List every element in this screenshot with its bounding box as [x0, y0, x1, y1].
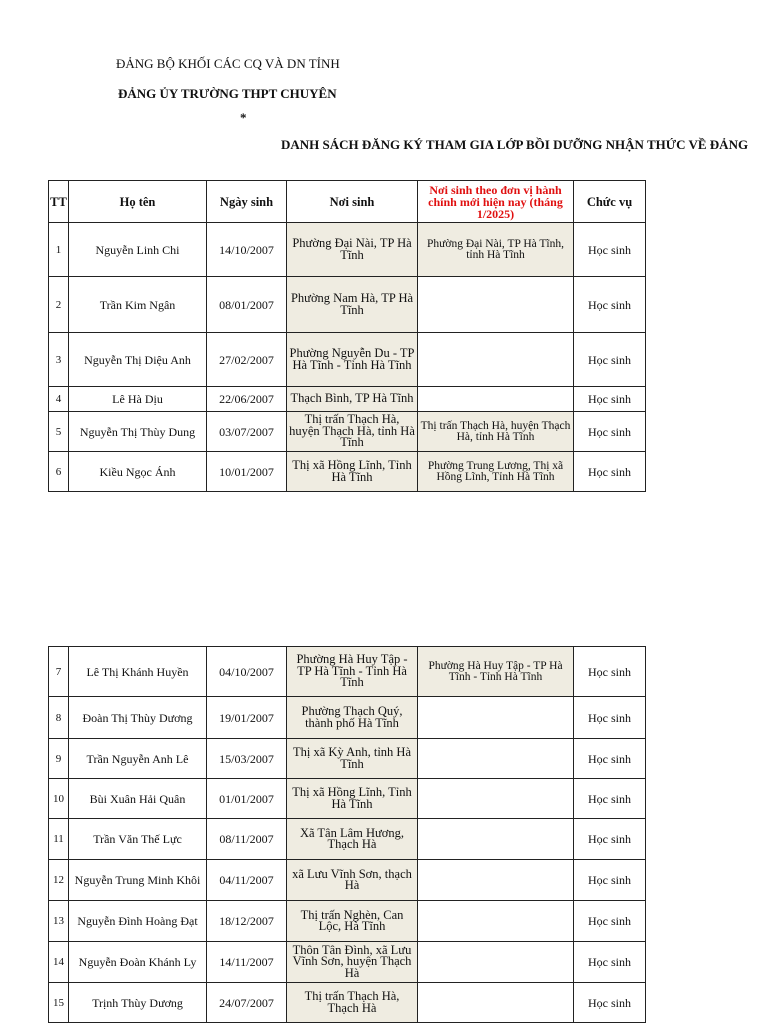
cell-new-birthplace: Phường Hà Huy Tập - TP Hà Tĩnh - Tỉnh Hà Tĩnh [418, 647, 574, 697]
cell-role: Học sinh [574, 819, 646, 860]
cell-role: Học sinh [574, 983, 646, 1023]
cell-name: Nguyễn Thị Thùy Dung [69, 412, 207, 452]
cell-dob: 04/11/2007 [207, 860, 287, 901]
table-row [49, 942, 646, 983]
title-container [281, 137, 749, 153]
table-row [49, 901, 646, 942]
cell-dob: 03/07/2007 [207, 412, 287, 452]
cell-tt: 11 [49, 819, 69, 860]
cell-role: Học sinh [574, 452, 646, 492]
table-row [49, 983, 646, 1023]
cell-name: Nguyễn Đình Hoàng Đạt [69, 901, 207, 942]
cell-tt: 13 [49, 901, 69, 942]
cell-tt: 9 [49, 739, 69, 779]
cell-tt: 5 [49, 412, 69, 452]
table-row [49, 860, 646, 901]
cell-new-birthplace: Thị trấn Thạch Hà, huyện Thạch Hà, tỉnh Hà Tĩnh [418, 412, 574, 452]
cell-new-birthplace [418, 819, 574, 860]
cell-birthplace: Phường Nguyễn Du - TP Hà Tĩnh - Tỉnh Hà Tĩnh [287, 333, 418, 387]
table-row [49, 739, 646, 779]
table-row [49, 697, 646, 739]
cell-birthplace: Thị xã Hồng Lĩnh, Tỉnh Hà Tĩnh [287, 452, 418, 492]
cell-name: Kiều Ngọc Ánh [69, 452, 207, 492]
col-role: Chức vụ [574, 181, 646, 223]
cell-tt: 3 [49, 333, 69, 387]
cell-role: Học sinh [574, 333, 646, 387]
cell-new-birthplace [418, 697, 574, 739]
document-title: DANH SÁCH ĐĂNG KÝ THAM GIA LỚP BỒI DƯỠNG NHẬN THỨC VỀ ĐẢNG [281, 137, 749, 152]
cell-dob: 14/11/2007 [207, 942, 287, 983]
table-row [49, 412, 646, 452]
cell-dob: 10/01/2007 [207, 452, 287, 492]
cell-name: Lê Hà Dịu [69, 387, 207, 412]
table-row [49, 223, 646, 277]
cell-name: Bùi Xuân Hải Quân [69, 779, 207, 819]
cell-new-birthplace: Phường Đại Nài, TP Hà Tĩnh, tỉnh Hà Tĩnh [418, 223, 574, 277]
cell-birthplace: Phường Nam Hà, TP Hà Tĩnh [287, 277, 418, 333]
cell-dob: 18/12/2007 [207, 901, 287, 942]
cell-name: Đoàn Thị Thùy Dương [69, 697, 207, 739]
cell-name: Trần Nguyễn Anh Lê [69, 739, 207, 779]
table-row [49, 277, 646, 333]
cell-dob: 01/01/2007 [207, 779, 287, 819]
org-name: ĐẢNG BỘ KHỐI CÁC CQ VÀ DN TỈNH [116, 56, 340, 71]
cell-role: Học sinh [574, 387, 646, 412]
cell-dob: 19/01/2007 [207, 697, 287, 739]
cell-name: Trịnh Thùy Dương [69, 983, 207, 1023]
table-row [49, 819, 646, 860]
cell-birthplace: Thị trấn Nghèn, Can Lộc, Hà Tĩnh [287, 901, 418, 942]
cell-birthplace: Phường Đại Nài, TP Hà Tĩnh [287, 223, 418, 277]
table-row [49, 333, 646, 387]
cell-role: Học sinh [574, 223, 646, 277]
cell-new-birthplace [418, 779, 574, 819]
col-name: Họ tên [69, 181, 207, 223]
table-row [49, 647, 646, 697]
cell-dob: 27/02/2007 [207, 333, 287, 387]
col-tt: TT [49, 181, 69, 223]
cell-birthplace: Thị xã Kỳ Anh, tỉnh Hà Tĩnh [287, 739, 418, 779]
cell-new-birthplace: Phường Trung Lương, Thị xã Hồng Lĩnh, Tỉnh Hà Tĩnh [418, 452, 574, 492]
cell-birthplace: Phường Hà Huy Tập - TP Hà Tĩnh - Tỉnh Hà Tĩnh [287, 647, 418, 697]
cell-name: Trần Văn Thế Lực [69, 819, 207, 860]
cell-role: Học sinh [574, 277, 646, 333]
cell-new-birthplace [418, 739, 574, 779]
cell-tt: 12 [49, 860, 69, 901]
cell-birthplace: Thị trấn Thạch Hà, Thạch Hà [287, 983, 418, 1023]
cell-role: Học sinh [574, 860, 646, 901]
cell-tt: 14 [49, 942, 69, 983]
cell-name: Nguyễn Thị Diệu Anh [69, 333, 207, 387]
cell-birthplace: Thạch Bình, TP Hà Tĩnh [287, 387, 418, 412]
cell-tt: 1 [49, 223, 69, 277]
col-new-birthplace: Nơi sinh theo đơn vị hành chính mới hiện nay (tháng 1/2025) [418, 181, 574, 223]
cell-tt: 6 [49, 452, 69, 492]
cell-dob: 08/11/2007 [207, 819, 287, 860]
cell-birthplace: Thị xã Hồng Lĩnh, Tỉnh Hà Tĩnh [287, 779, 418, 819]
cell-tt: 8 [49, 697, 69, 739]
cell-role: Học sinh [574, 647, 646, 697]
cell-new-birthplace [418, 277, 574, 333]
cell-birthplace: Xã Tân Lâm Hương, Thạch Hà [287, 819, 418, 860]
cell-tt: 4 [49, 387, 69, 412]
cell-dob: 15/03/2007 [207, 739, 287, 779]
table-row [49, 779, 646, 819]
cell-dob: 22/06/2007 [207, 387, 287, 412]
cell-birthplace: Phường Thạch Quý, thành phố Hà Tĩnh [287, 697, 418, 739]
cell-dob: 14/10/2007 [207, 223, 287, 277]
cell-dob: 24/07/2007 [207, 983, 287, 1023]
cell-new-birthplace [418, 387, 574, 412]
cell-new-birthplace [418, 333, 574, 387]
cell-name: Trần Kim Ngân [69, 277, 207, 333]
cell-role: Học sinh [574, 779, 646, 819]
student-table-top [48, 180, 646, 492]
table-header-row [49, 181, 646, 223]
cell-name: Nguyễn Đoàn Khánh Ly [69, 942, 207, 983]
cell-tt: 10 [49, 779, 69, 819]
cell-name: Nguyễn Linh Chi [69, 223, 207, 277]
cell-role: Học sinh [574, 697, 646, 739]
cell-tt: 7 [49, 647, 69, 697]
star-mark: * [240, 110, 247, 125]
table-row [49, 387, 646, 412]
cell-new-birthplace [418, 901, 574, 942]
cell-role: Học sinh [574, 739, 646, 779]
cell-dob: 04/10/2007 [207, 647, 287, 697]
col-dob: Ngày sinh [207, 181, 287, 223]
cell-tt: 15 [49, 983, 69, 1023]
cell-new-birthplace [418, 983, 574, 1023]
cell-birthplace: xã Lưu Vĩnh Sơn, thạch Hà [287, 860, 418, 901]
cell-new-birthplace [418, 860, 574, 901]
cell-new-birthplace [418, 942, 574, 983]
cell-dob: 08/01/2007 [207, 277, 287, 333]
table-row [49, 452, 646, 492]
cell-tt: 2 [49, 277, 69, 333]
col-birthplace: Nơi sinh [287, 181, 418, 223]
cell-role: Học sinh [574, 942, 646, 983]
cell-name: Nguyễn Trung Minh Khôi [69, 860, 207, 901]
cell-role: Học sinh [574, 901, 646, 942]
cell-name: Lê Thị Khánh Huyền [69, 647, 207, 697]
cell-birthplace: Thôn Tân Đình, xã Lưu Vĩnh Sơn, huyện Thạch Hà [287, 942, 418, 983]
school-name: ĐẢNG ỦY TRƯỜNG THPT CHUYÊN [118, 86, 337, 101]
student-table-bottom [48, 646, 646, 1023]
cell-birthplace: Thị trấn Thạch Hà, huyện Thạch Hà, tỉnh Hà Tĩnh [287, 412, 418, 452]
cell-role: Học sinh [574, 412, 646, 452]
